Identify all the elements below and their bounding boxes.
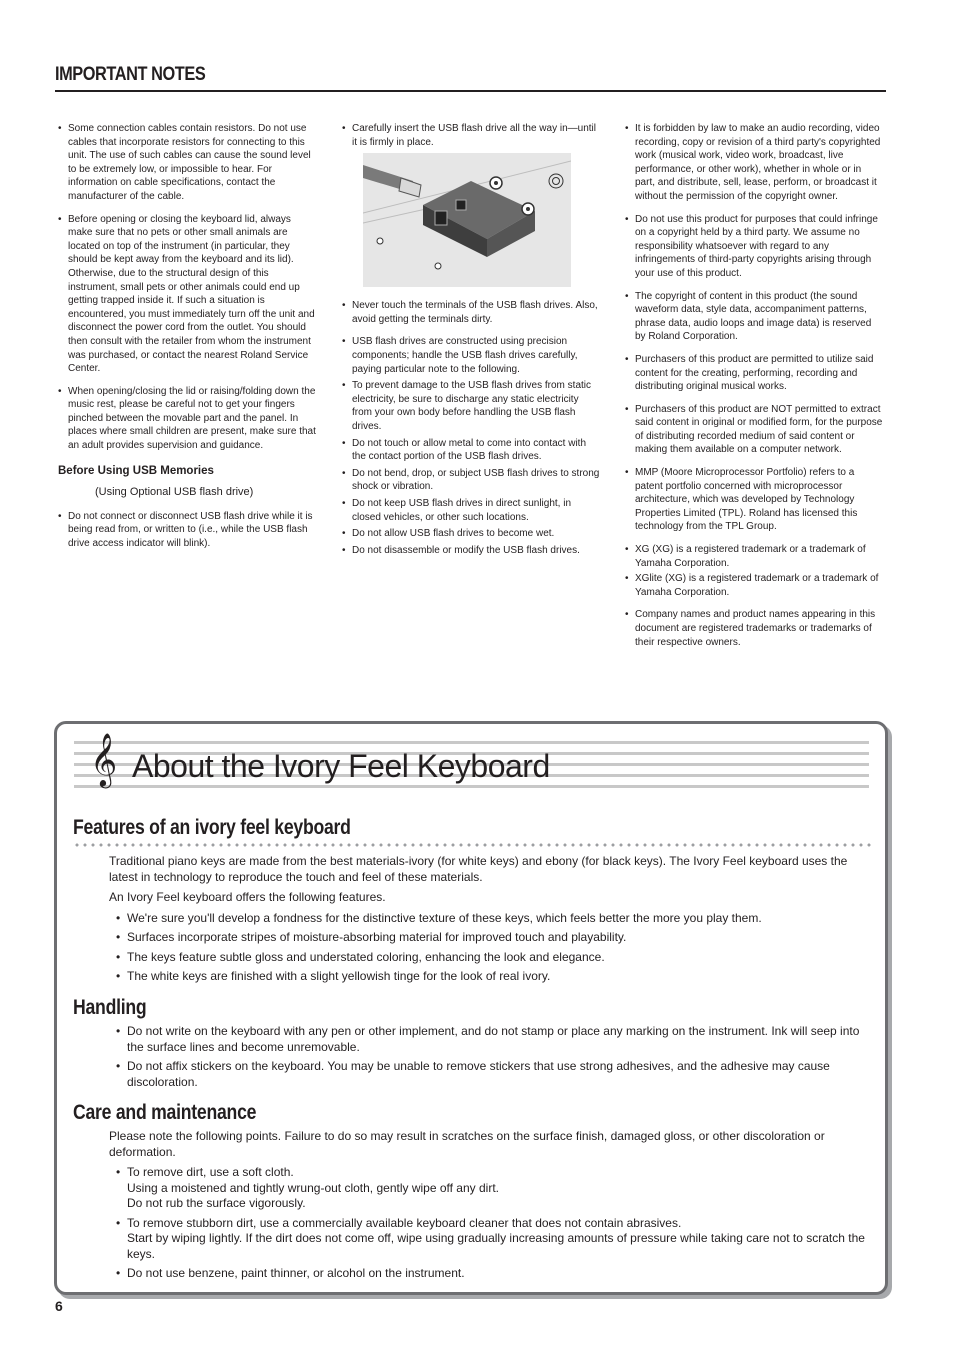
features-body <box>109 854 879 989</box>
header-rule <box>55 90 886 92</box>
list-item: • MMP (Moore Microprocessor Portfolio) refers to a patent portfolio concerned with microprocessor architecture, which was developed by Technology Properties Limited (TPL). Roland has licensed this technology from the TPL Group. <box>625 466 883 534</box>
care-body <box>109 1129 879 1286</box>
list-item: • Surfaces incorporate stripes of moisture-absorbing material for improved touch and playability. <box>116 930 879 946</box>
line: • To remove dirt, use a soft cloth. <box>127 1165 294 1179</box>
sub-list-item: • Do not touch or allow metal to come into contact with the contact portion of the USB flash drives. <box>342 437 600 464</box>
notes-column-1 <box>58 122 316 560</box>
page-number: 6 <box>55 1298 63 1314</box>
list-item: • Purchasers of this product are NOT permitted to extract said content in original or modified form, for the purpose of distributing recorded medium of said content or making them available on a computer network. <box>625 403 883 457</box>
features-heading: Features of an ivory feel keyboard <box>73 816 351 839</box>
list-item: • XG (XG) is a registered trademark or a trademark of Yamaha Corporation. <box>625 543 883 570</box>
list-item: • Do not connect or disconnect USB flash drive while it is being read from, or written to (i.e., while the USB flash drive access indicator will blink). <box>58 510 316 551</box>
list-item: • The copyright of content in this product (the sound waveform data, style data, accompaniment patterns, phrase data, audio loops and image data) is reserved by Roland Corporation. <box>625 290 883 344</box>
sub-list-item: • Do not allow USB flash drives to become wet. <box>342 527 600 541</box>
sub-list-item: • Do not disassemble or modify the USB flash drives. <box>342 544 600 558</box>
list-item <box>116 1165 879 1212</box>
notes-column-2 <box>342 122 600 560</box>
notes-column-3 <box>625 122 883 658</box>
list-item: • Do not write on the keyboard with any pen or other implement, and do not stamp or place any marking on the instrument. Ink will seep into the surface lines and become unremovable. <box>116 1024 879 1055</box>
ivory-feel-section <box>54 721 888 1295</box>
usb-insertion-illustration <box>363 153 571 287</box>
line: Do not rub the surface vigorously. <box>127 1196 306 1210</box>
sub-list-item: • Do not bend, drop, or subject USB flash drives to strong shock or vibration. <box>342 467 600 494</box>
line: • To remove stubborn dirt, use a commercially available keyboard cleaner that does not contain abrasives. <box>127 1215 682 1230</box>
treble-clef-icon: 𝄞 <box>90 733 118 785</box>
care-heading: Care and maintenance <box>73 1101 257 1124</box>
list-item: • The keys feature subtle gloss and understated coloring, enhancing the look and elegance. <box>116 950 879 966</box>
paragraph: Please note the following points. Failure to do so may result in scratches on the surface finish, damaged gloss, or other discoloration or deformation. <box>109 1129 825 1159</box>
list-item: • It is forbidden by law to make an audio recording, video recording, copy or revision of a third party's copyrighted work (musical work, video work, broadcast, live performance, or other work), whether in whole or in part, and distribute, sell, lease, perform, or broadcast it without the permission of the copyright owner. <box>625 122 883 204</box>
dotted-divider <box>73 843 873 847</box>
section-title: About the Ivory Feel Keyboard <box>132 748 550 784</box>
sub-list-item: • To prevent damage to the USB flash drives from static electricity, be sure to discharge any static electricity from your own body before handling the USB flash drives. <box>342 379 600 433</box>
usb-subnote: (Using Optional USB flash drive) <box>95 486 254 499</box>
list-item: • Before opening or closing the keyboard lid, always make sure that no pets or other small animals are located on top of the instrument (in particular, they should be kept away from the keyboard and its lid). Otherwise, due to the structural design of this instrument, small pets or other animals could end up getting trapped inside it. If such a situation is encountered, you must immediately turn off the unit and disconnect the power cord from the outlet. You should then consult with the retailer from whom the instrument was purchased, or contact the nearest Roland Service Center. <box>58 213 316 376</box>
page-section-title: IMPORTANT NOTES <box>55 64 206 85</box>
list-item: • Some connection cables contain resistors. Do not use cables that incorporate resistors for connecting to this unit. The use of such cables can cause the sound level to be extremely low, or impossible to hear. For information on cable specifications, contact the manufacturer of the cable. <box>58 122 316 204</box>
list-item: • USB flash drives are constructed using precision components; handle the USB flash drives carefully, paying particular note to the following. <box>342 335 600 376</box>
line: Start by wiping lightly. If the dirt does not come off, wipe using gradually increasing amounts of pressure while taking care not to scratch the keys. <box>127 1231 865 1261</box>
paragraph: An Ivory Feel keyboard offers the following features. <box>109 890 386 904</box>
list-item: • The white keys are finished with a slight yellowish tinge for the look of real ivory. <box>116 969 879 985</box>
list-item <box>116 1216 879 1263</box>
list-item: • Do not use this product for purposes that could infringe on a copyright held by a third party. We assume no responsibility whatsoever with regard to any infringements of third-party copyrights arising through your use of this product. <box>625 213 883 281</box>
handling-body <box>109 1024 879 1094</box>
handling-heading: Handling <box>73 996 147 1019</box>
paragraph: Traditional piano keys are made from the best materials-ivory (for white keys) and ebony (for black keys). The Ivory Feel keyboard uses the latest in technology to reproduce the touch and feel of these materials. <box>109 854 848 884</box>
sub-list-item: • Do not keep USB flash drives in direct sunlight, in closed vehicles, or other such locations. <box>342 497 600 524</box>
usb-subheading: Before Using USB Memories <box>58 464 214 477</box>
list-item: • When opening/closing the lid or raising/folding down the music rest, please be careful not to get your fingers pinched between the movable part and the panel. In places where small children are present, make sure that an adult provides supervision and guidance. <box>58 385 316 453</box>
list-item: • XGlite (XG) is a registered trademark or a trademark of Yamaha Corporation. <box>625 572 883 599</box>
list-item: • We're sure you'll develop a fondness for the distinctive texture of these keys, which feels better the more you play them. <box>116 911 879 927</box>
list-item: • Purchasers of this product are permitted to utilize said content for the creating, performing, recording and distributing original musical works. <box>625 353 883 394</box>
line: Using a moistened and tightly wrung-out cloth, gently wipe off any dirt. <box>127 1180 499 1195</box>
list-item: • Carefully insert the USB flash drive all the way in—until it is firmly in place. <box>342 122 600 149</box>
list-item: • Do not affix stickers on the keyboard. You may be unable to remove stickers that use strong adhesives, and the adhesive may cause discoloration. <box>116 1059 879 1090</box>
list-item: • Never touch the terminals of the USB flash drives. Also, avoid getting the terminals dirty. <box>342 299 600 326</box>
list-item: • Company names and product names appearing in this document are registered trademarks or trademarks of their respective owners. <box>625 608 883 649</box>
usb-device-drawing <box>363 153 571 287</box>
list-item: • Do not use benzene, paint thinner, or alcohol on the instrument. <box>116 1266 879 1282</box>
